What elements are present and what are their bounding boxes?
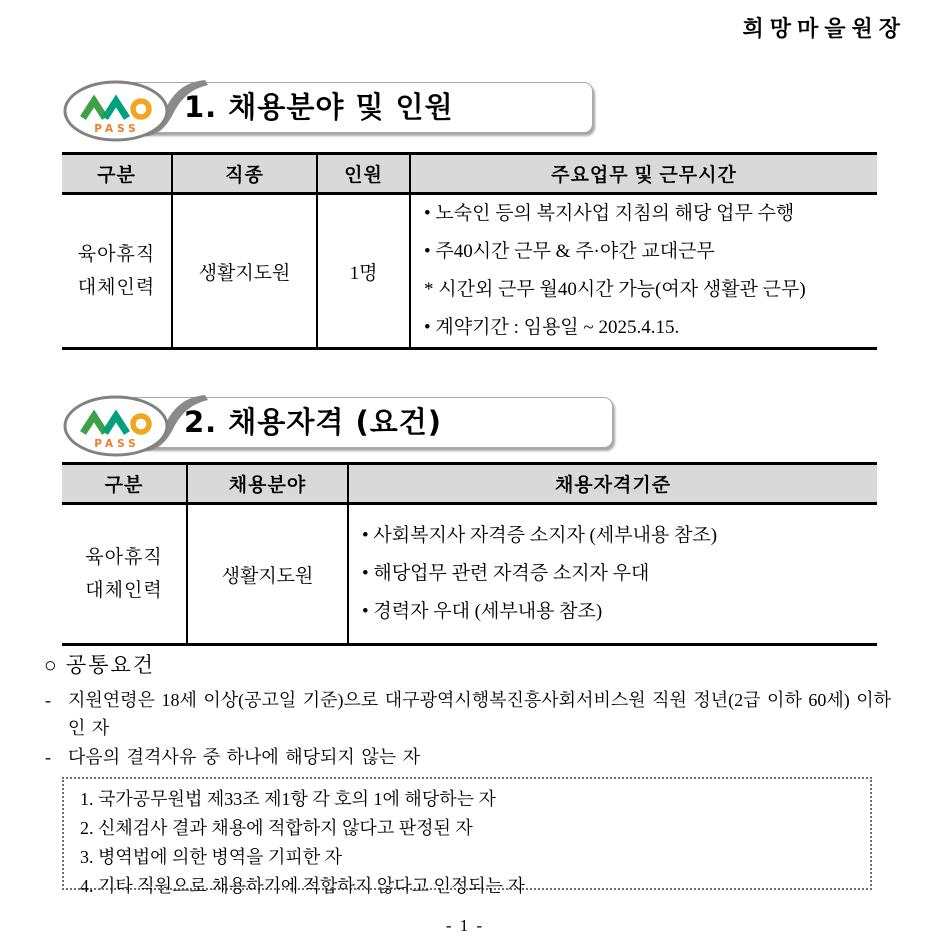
requirement-line: 다음의 결격사유 중 하나에 해당되지 않는 자 [68,747,420,767]
section1-title: 1. 채용분야 및 인원 [184,90,454,124]
duty-line: • 노숙인 등의 복지사업 지침의 해당 업무 수행 [424,203,795,224]
pass-logo-icon [62,394,232,460]
cell-criteria [348,504,877,645]
requirement-item [45,686,891,742]
cell-duties [410,194,877,349]
dash-marker: - [45,690,51,710]
requirement-item [45,743,420,771]
disqualification-item: 2. 신체검사 결과 채용에 적합하지 않다고 판정된 자 [80,818,473,838]
duty-line: • 주40시간 근무 & 주·야간 교대근무 [424,241,715,262]
pass-logo-icon [62,79,232,145]
pass-logo-text: PASS [94,123,140,135]
criteria-line: • 해당업무 관련 자격증 소지자 우대 [362,563,650,584]
table-header-row [62,464,877,504]
cell-category: 육아휴직 대체인력 [77,244,156,298]
criteria-line: • 경력자 우대 (세부내용 참조) [362,601,603,622]
approver-label: 희망마을원장 [742,16,906,41]
section2-title: 2. 채용자격 (요건) [184,405,442,439]
disqualification-item: 1. 국가공무원법 제33조 제1항 각 호의 1에 해당하는 자 [80,789,496,809]
requirement-line: 지원연령은 18세 이상(공고일 기준)으로 대구광역시행복진흥사회서비스원 직원 정년(2급 이하 60세) 이하 [68,690,891,710]
duty-line: • 계약기간 : 임용일 ~ 2025.4.15. [424,317,680,338]
col-header-jobtype: 직종 [172,154,317,194]
col-header-category: 구분 [62,154,172,194]
page-number: - 1 - [445,916,485,935]
section2-header [62,394,892,462]
recruitment-field-table [62,152,877,350]
cell-headcount: 1명 [317,194,410,349]
pass-logo-text: PASS [94,438,140,450]
dash-marker: - [45,747,51,767]
col-header-field: 채용분야 [187,464,348,504]
qualification-table [62,462,877,646]
table-row [62,504,877,645]
common-requirements-heading: ○ 공통요건 [44,653,156,677]
cell-field: 생활지도원 [187,504,348,645]
table-row [62,194,877,349]
requirement-line: 인 자 [68,718,110,738]
cell-jobtype: 생활지도원 [172,194,317,349]
disqualification-item: 4. 기타 직원으로 채용하기에 적합하지 않다고 인정되는 자 [80,876,525,896]
col-header-headcount: 인원 [317,154,410,194]
duty-line: * 시간외 근무 월40시간 가능(여자 생활관 근무) [424,279,806,300]
col-header-duties: 주요업무 및 근무시간 [410,154,877,194]
col-header-category: 구분 [62,464,187,504]
section1-header [62,79,892,147]
table-header-row [62,154,877,194]
cell-category: 육아휴직 대체인력 [85,547,163,601]
disqualification-item: 3. 병역법에 의한 병역을 기피한 자 [80,847,343,867]
criteria-line: • 사회복지사 자격증 소지자 (세부내용 참조) [362,525,718,546]
col-header-criteria: 채용자격기준 [348,464,877,504]
disqualification-box [62,777,872,896]
